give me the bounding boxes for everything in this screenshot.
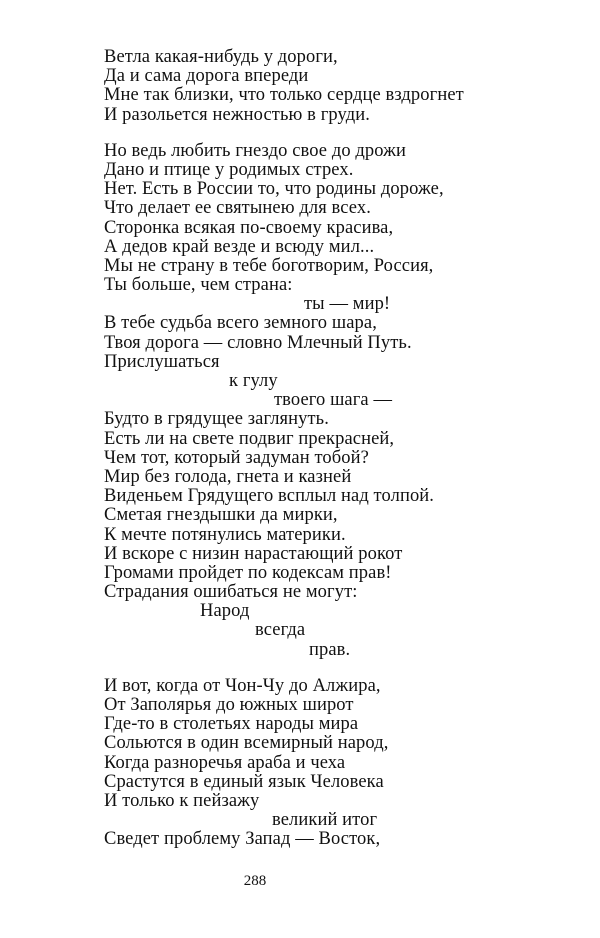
poem-line: Мы не страну в тебе боготворим, Россия,: [104, 255, 434, 276]
poem-line: Сметая гнездышки да мирки,: [104, 505, 338, 526]
page-number: 288: [243, 873, 267, 889]
poem-line: Есть ли на свете подвиг прекрасней,: [104, 428, 395, 449]
poem-line: И разольется нежностью в груди.: [104, 104, 370, 125]
poem-line: Народ: [200, 601, 250, 622]
poem-line: В тебе судьба всего земного шара,: [104, 313, 377, 334]
poem-line: Громами пройдет по кодексам прав!: [104, 562, 392, 583]
poem-line: Сведет проблему Запад — Восток,: [104, 829, 381, 850]
poem-line: великий итог: [272, 810, 378, 831]
poem-line: Страдания ошибаться не могут:: [104, 582, 358, 603]
poem-line: Ветла какая-нибудь у дороги,: [104, 47, 338, 67]
poem-line: Где-то в столетьях народы мира: [104, 714, 359, 735]
stanza: [104, 677, 574, 850]
poem-line: Мне так близки, что только сердце вздрогнет: [104, 85, 464, 106]
poem-line: к гулу: [229, 371, 278, 391]
poem-line: Виденьем Грядущего всплыл над толпой.: [104, 486, 435, 507]
poem-line: Мир без голода, гнета и казней: [104, 466, 352, 487]
poem-line: И вскоре с низин нарастающий рокот: [104, 543, 403, 564]
poem-line: И только к пейзажу: [104, 790, 260, 811]
poem-line: Прислушаться: [104, 351, 220, 372]
poem-line: К мечте потянулись материки.: [104, 524, 346, 545]
poem-line: Чем тот, который задуман тобой?: [104, 447, 369, 468]
poem-line: Будто в грядущее заглянуть.: [104, 409, 329, 430]
stanza-gap: [104, 125, 574, 142]
stanza: [104, 142, 574, 660]
poem-line: Сторонка всякая по-своему красива,: [104, 217, 394, 238]
poem-line: А дедов край везде и всюду мил...: [104, 236, 375, 257]
poem-line: всегда: [255, 620, 306, 641]
poem-line: Срастутся в единый язык Человека: [104, 771, 384, 792]
poem-line: Что делает ее святынею для всех.: [104, 198, 371, 219]
poem-line: твоего шага —: [274, 390, 393, 411]
stanza: [104, 48, 574, 125]
poem-line: От Заполярья до южных широт: [104, 695, 354, 715]
stanza-gap: [104, 660, 574, 677]
poem-line: Нет. Есть в России то, что родины дороже,: [104, 179, 444, 200]
poem-text: [104, 48, 574, 850]
poem-line: Сольются в один всемирный народ,: [104, 733, 389, 754]
poem-line: Ты больше, чем страна:: [104, 275, 293, 296]
poem-line: Когда разноречья араба и чеха: [104, 752, 346, 773]
poem-line: Да и сама дорога впереди: [104, 66, 309, 87]
poem-line: И вот, когда от Чон-Чу до Алжира,: [104, 675, 381, 696]
poem-line: ты — мир!: [304, 294, 391, 315]
poem-line: Но ведь любить гнездо свое до дрожи: [104, 140, 407, 161]
poem-line: прав.: [309, 639, 351, 660]
poem-line: Твоя дорога — словно Млечный Путь.: [104, 332, 412, 353]
poem-line: Дано и птице у родимых стрех.: [104, 159, 354, 180]
